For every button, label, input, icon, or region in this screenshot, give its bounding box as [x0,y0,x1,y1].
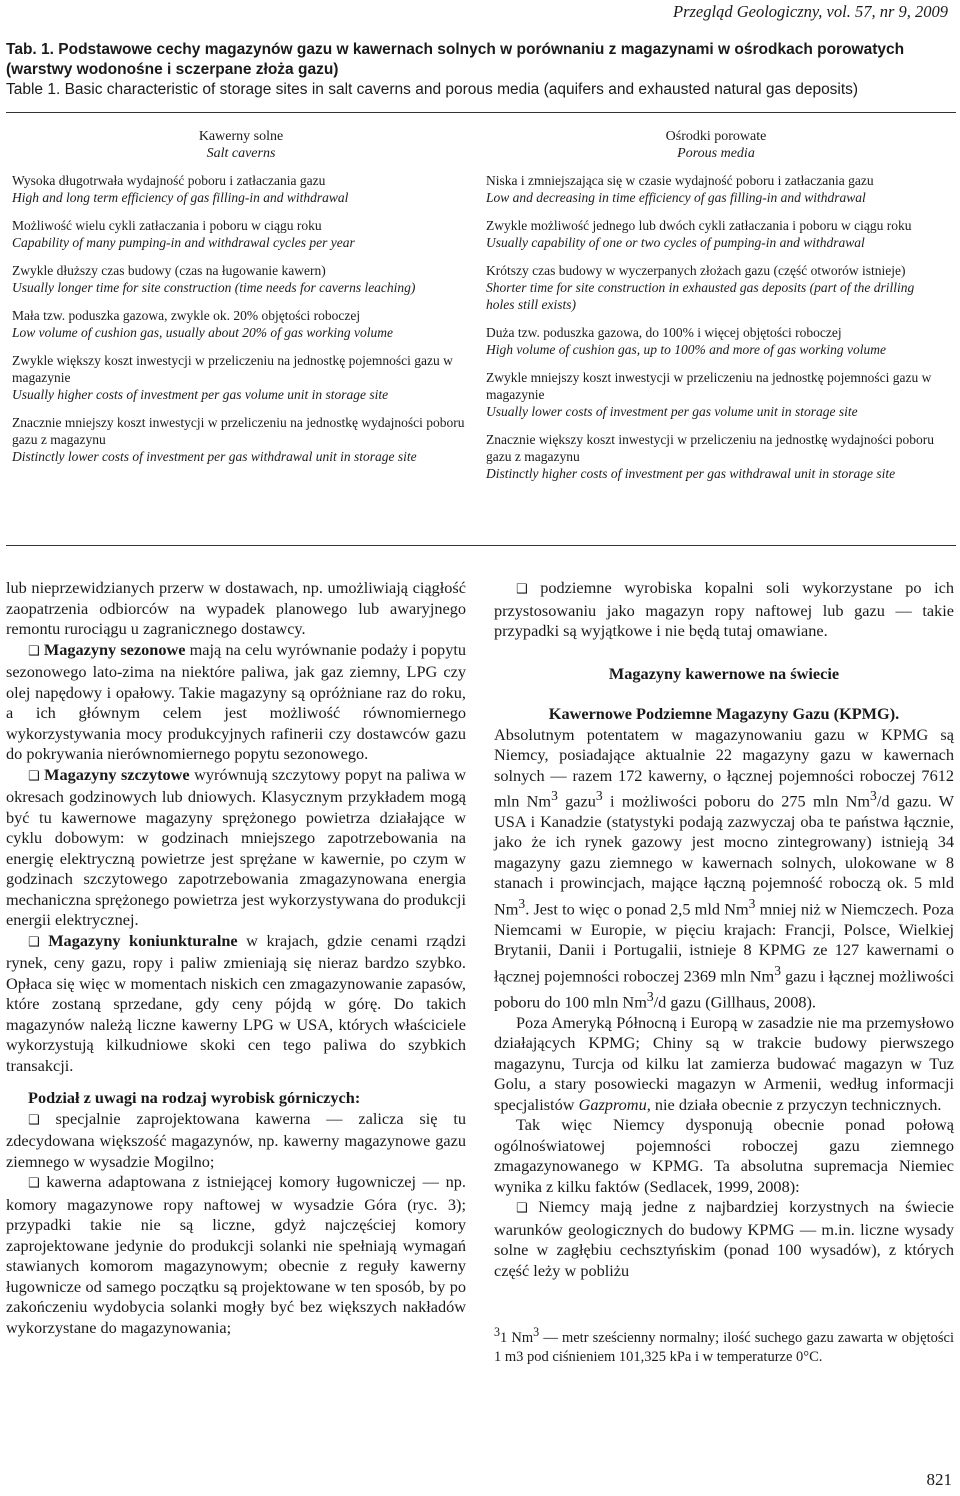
paragraph: ❑ Magazyny szczytowe wyrównują szczytowy popyt na paliwa w okresach godzinowych lub dniowych. Klasycznym przykładem mogą być tu kawernowe magazyny sprężonego powietrza działające w cyklu dobowym: w godzinach mniejszego zapotrzebowania na energię elektryczną powietrze jest sprężane w kawernie, po czym w godzinach szczytowego zapotrzebowania zmagazynowana energia mechaniczna sprężonego powietrza jest wykorzystywana do produkcji energii elektrycznej. [6,764,467,929]
table-cell: Mała tzw. poduszka gazowa, zwykle ok. 20% objętości roboczej Low volume of cushion gas, usually about 20% of gas working volume [12,308,393,340]
list-item: ❑ Niemcy mają jedne z najbardziej korzystnych na świecie warunków geologicznych do budowy KPMG — m.in. liczne wysady solne w zagłębiu cechsztyńskim (ponad 100 wysadów), z których część leży w pobliżu [494,1197,954,1280]
caption-label: Tab. 1. [6,41,54,58]
page-number: 821 [926,1470,952,1489]
right-text-column [494,578,954,1367]
caption-text-pl: Podstawowe cechy magazynów gazu w kawernach solnych w porównaniu z magazynami w ośrodkach porowatych (warstwy wodonośne i sczerpane złoża gazu) [6,41,905,78]
table-cell: Zwykle większy koszt inwestycji w przeliczeniu na jednostkę pojemności gazu w magazynie Usually higher costs of investment per gas volume unit in storage site [12,353,453,402]
table-top-rule [6,112,956,113]
caption-text-en: Table 1. Basic characteristic of storage sites in salt caverns and porous media (aquifers and exhausted natural gas deposits) [6,81,859,98]
paragraph: lub nieprzewidzianych przerw w dostawach, np. umożliwiają ciągłość zaopatrzenia odbiorców na wypadek planowego lub awaryjnego remontu rurociągu u zagranicznego dostawcy. [6,578,466,638]
table-cell: Zwykle dłuższy czas budowy (czas na ługowanie kawern) Usually longer time for site construction (time needs for caverns leaching) [12,263,416,295]
paragraph: Tak więc Niemcy dysponują obecnie ponad połową ogólnoświatowej pojemności roboczej gazu ziemnego zmagazynowanego w KPMG. Ta absolutna supremacja Niemiec wynika z kilku faktów (Sedlacek, 1999, 2008): [494,1115,954,1196]
table-left-column [12,128,470,476]
paragraph: Absolutnym potentatem w magazynowaniu gazu w KPMG są Niemcy, posiadające aktualnie 22 magazyny gazu w kawernach solnych — razem 172 kawerny, o łącznej pojemności roboczej 7612 mln Nm$^3$ gazu$^3$ i możliwości poboru do 275 mln Nm$^3$/d gazu. W USA i Kanadzie (statystyki podają zazwyczaj oba te państwa łącznie, jako że ich rynek gazowy jest mocno zintegrowany) istnieją 34 magazyny gazu ziemnego w kawernach solnych, ulokowane w 8 stanach i prowincjach, mające łączną pojemność roboczą ok. 5 mld Nm$^3$. Jest to więc o ponad 2,5 mld Nm$^3$ mniej niż w Niemczech. Poza Niemcami w Europie, w pięciu krajach: Francji, Polsce, Wielkiej Brytanii, Danii i Portugalii, istnieje 8 KPMG ze 127 kawernami o łącznej pojemności roboczej 2369 mln Nm$^3$ gazu i łącznej możliwości poboru do 100 mln Nm$^3$/d gazu (Gillhaus, 2008). [494,724,955,1012]
paragraph: ❑ Magazyny sezonowe mają na celu wyrównanie podaży i popytu sezonowego lato-zima na niektóre paliwa, jak gaz ziemny, LPG czy olej napędowy i opałowy. Takie magazyny są opróżniane raz do roku, a ich głównym celem jest możliwość równomiernego wykorzystywania mocy produkcyjnych rafinerii czy dostawców gazu do pokrywania nierównomiernego popytu sezonowego. [6,639,467,763]
checkbox-bullet-icon: ❑ [516,582,528,597]
left-text-column [6,578,466,1338]
section-heading: Podział z uwagi na rodzaj wyrobisk górniczych: [28,1088,361,1107]
list-item: ❑ kawerna adaptowana z istniejącej komory ługowniczej — np. komory magazynowe ropy naftowej w wysadzie Góra (ryc. 3); przypadki takie nie są liczne, gdyż najczęściej komory zaprojektowane jedynie do produkcji solanki nie spełniają wymagań stawianych komorom magazynowym; obecnie z reguły kawerny ługownicze od samego początku są projektowane w ten sposób, by po zakończeniu wydobycia solanki mogły być bez większych nakładów wykorzystane do magazynowania; [6,1172,466,1337]
checkbox-bullet-icon: ❑ [28,1176,40,1191]
list-item: ❑ podziemne wyrobiska kopalni soli wykorzystane po ich przystosowaniu jako magazyn ropy naftowej lub gazu — takie przypadki są wyjątkowe i nie będą tutaj omawiane. [494,578,954,640]
checkbox-bullet-icon: ❑ [28,1112,40,1128]
section-heading: Magazyny kawernowe na świecie [608,663,840,683]
table-cell: Zwykle mniejszy koszt inwestycji w przeliczeniu na jednostkę pojemności gazu w magazynie Usually lower costs of investment per gas volume unit in storage site [486,370,932,419]
checkbox-bullet-icon: ❑ [28,643,40,659]
left-header-pl: Kawerny solne [198,129,284,144]
table-right-column [486,128,946,493]
table-cell: Duża tzw. poduszka gazowa, do 100% i więcej objętości roboczej High volume of cushion gas, up to 100% and more of gas working volume [486,325,886,357]
right-header-pl: Ośrodki porowate [665,129,767,144]
journal-header: Przegląd Geologiczny, vol. 57, nr 9, 2009 [673,2,948,21]
table-caption [6,40,956,100]
left-header-en: Salt caverns [206,146,276,161]
footnote: $^3$1 Nm$^3$ — metr sześcienny normalny; ilość suchego gazu zawarta w objętości 1 m3 pod ciśnieniem 101,325 kPa i w temperaturze 0°C. [494,1325,954,1366]
checkbox-bullet-icon: ❑ [28,768,40,784]
table-cell: Krótszy czas budowy w wyczerpanych złożach gazu (część otworów istnieje) Shorter time for site construction in exhausted gas deposits (part of the drilling holes still exists) [486,263,915,312]
list-item: ❑ specjalnie zaprojektowana kawerna — zalicza się tu zdecydowana większość magazynów, np. kawerny magazynowe gazu ziemnego w wysadzie Mogilno; [6,1108,466,1171]
table-cell: Znacznie mniejszy koszt inwestycji w przeliczeniu na jednostkę wydajności poboru gazu z magazynu Distinctly lower costs of investment per gas withdrawal unit in storage site [12,415,465,464]
table-cell: Zwykle możliwość jednego lub dwóch cykli zatłaczania i poboru w ciągu roku Usually capability of one or two cycles of pumping-in and withdrawal [486,218,912,250]
table-cell: Możliwość wielu cykli zatłaczania i poboru w ciągu roku Capability of many pumping-in and withdrawal cycles per year [12,218,355,250]
table-cell: Wysoka długotrwała wydajność poboru i zatłaczania gazu High and long term efficiency of gas filling-in and withdrawal [12,173,349,205]
checkbox-bullet-icon: ❑ [28,934,40,950]
right-header-en: Porous media [677,146,755,161]
checkbox-bullet-icon: ❑ [516,1201,528,1217]
table-bottom-rule [6,545,956,546]
table-cell: Znacznie większy koszt inwestycji w przeliczeniu na jednostkę wydajności poboru gazu z magazynu Distinctly higher costs of investment per gas withdrawal unit in storage site [486,432,934,481]
paragraph: ❑ Magazyny koniunkturalne w krajach, gdzie cenami rządzi rynek, ceny gazu, ropy i paliw zmieniają się nieraz bardzo szybko. Opłaca się więc w momentach niskich cen zmagazynowanie zapasów, które zostaną sprzedane, gdy ceny pójdą w górę. Do takich magazynów należą liczne kawerny LPG w USA, których właściciele wykorzystują kilkudniowe skoki cen tego paliwa do szybkich transakcji. [6,930,467,1075]
paragraph: Poza Ameryką Północną i Europą w zasadzie nie ma przemysłowo działających KPMG; Chiny są w trakcie budowy pierwszego magazynu, Turcja od kilku lat zamierza budować magazyn w Tuz Golu, a stary posowiecki magazyn w Armenii, według informacji specjalistów Gazpromu, nie działa obecnie z przyczyn technicznych. [494,1012,954,1114]
subsection-heading: Kawernowe Podziemne Magazyny Gazu (KPMG). [548,704,900,723]
table-cell: Niska i zmniejszająca się w czasie wydajność poboru i zatłaczania gazu Low and decreasing in time efficiency of gas filling-in and withdrawal [486,173,874,205]
